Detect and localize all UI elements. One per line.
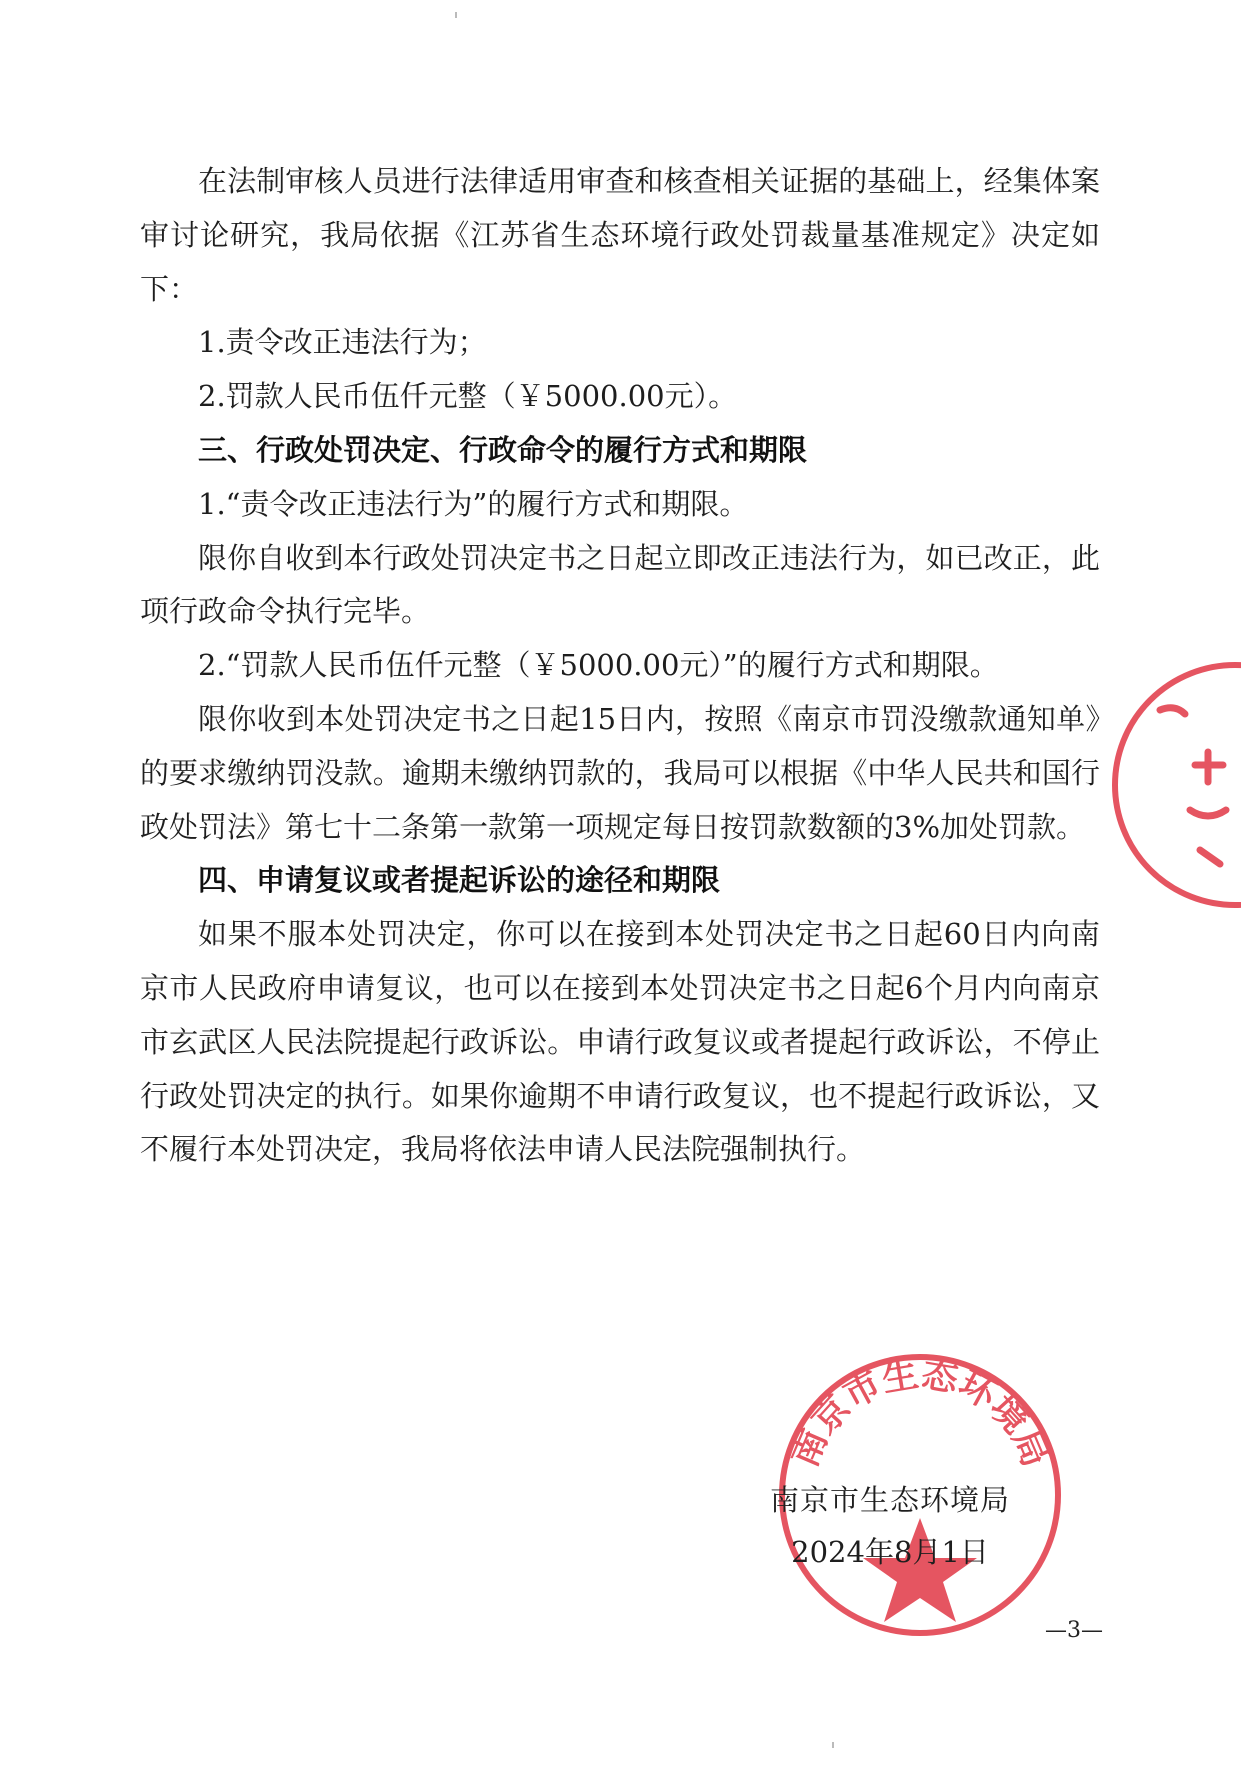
decision-item-2: 2.罚款人民币伍仟元整（￥5000.00元）。 (198, 379, 738, 414)
scan-speck (832, 1742, 834, 1748)
seal-text: 南京市生态环境局 (783, 1352, 1057, 1473)
decision-item-1: 1.责令改正违法行为； (198, 325, 487, 360)
paragraph-legal-review: 在法制审核人员进行法律适用审查和核查相关证据的基础上，经集体案审讨论研究，我局依据《江苏省生态环境行政处罚裁量基准规定》决定如下： (140, 164, 1100, 306)
section-heading-4: 四、申请复议或者提起诉讼的途径和期限 (198, 863, 721, 898)
appeal-paragraph: 如果不服本处罚决定，你可以在接到本处罚决定书之日起60日内向南京市人民政府申请复议，也可以在接到本处罚决定书之日起6个月内向南京市玄武区人民法院提起行政诉讼。申请行政复议或者提起行政诉讼，不停止行政处罚决定的执行。如果你逾期不申请行政复议，也不提起行政诉讼，又不履行本处罚决定，我局将依法申请人民法院强制执行。 (140, 917, 1100, 1167)
performance-item-1-title: 1.“责令改正违法行为”的履行方式和期限。 (198, 486, 749, 521)
section-heading-3: 三、行政处罚决定、行政命令的履行方式和期限 (198, 432, 808, 467)
issue-date: 2024年8月1日 (791, 1535, 989, 1569)
page-number: —3— (1045, 1618, 1103, 1643)
performance-item-1-body: 限你自收到本行政处罚决定书之日起立即改正违法行为，如已改正，此项行政命令执行完毕。 (140, 540, 1100, 629)
issuer-name: 南京市生态环境局 (769, 1483, 1010, 1517)
performance-item-2-body: 限你收到本处罚决定书之日起15日内，按照《南京市罚没缴款通知单》的要求缴纳罚没款。逾期未缴纳罚款的，我局可以根据《中华人民共和国行政处罚法》第七十二条第一款第一项规定每日按罚款数额的3%加处罚款。 (140, 701, 1100, 844)
document-body (140, 155, 1100, 1177)
partial-seal-icon (1100, 660, 1241, 910)
scan-speck (455, 12, 457, 18)
performance-item-2-title: 2.“罚款人民币伍仟元整（￥5000.00元）”的履行方式和期限。 (198, 648, 999, 683)
